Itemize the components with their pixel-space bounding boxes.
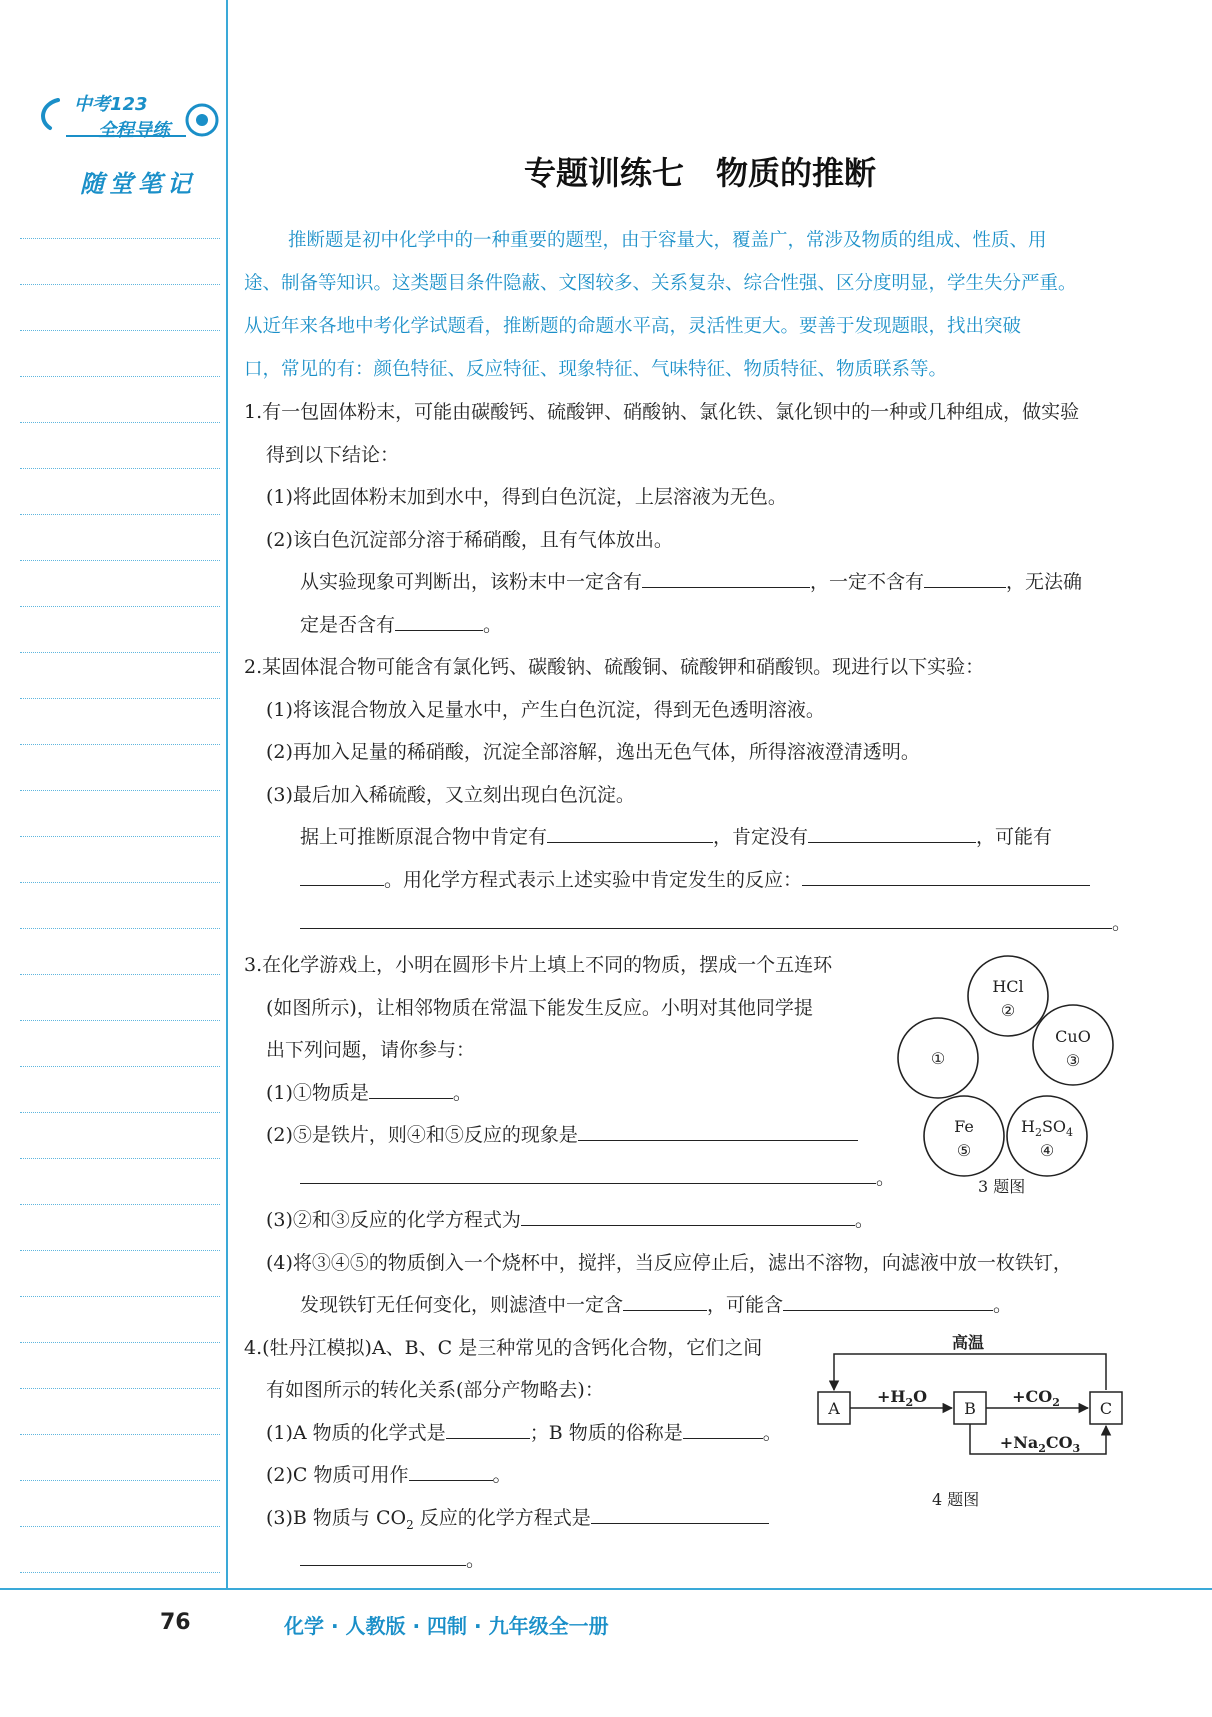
q3-blank-equation[interactable] xyxy=(521,1205,855,1226)
q1-prompt: 。 xyxy=(483,614,503,636)
note-line xyxy=(20,606,220,607)
q4-prompt: (1)A 物质的化学式是 xyxy=(266,1422,446,1444)
q4-prompt: 反应的化学方程式是 xyxy=(413,1507,591,1529)
note-line xyxy=(20,652,220,653)
note-line xyxy=(20,468,220,469)
q4-sub-2 xyxy=(266,1460,512,1487)
q3-prompt: (1)①物质是 xyxy=(266,1082,369,1104)
q2-answer-line xyxy=(300,822,1052,849)
note-line xyxy=(20,330,220,331)
q3-blank-residue-certain[interactable] xyxy=(623,1290,707,1311)
q2-step-1: (1)将该混合物放入足量水中，产生白色沉淀，得到无色透明溶液。 xyxy=(266,699,825,721)
q4-prompt: 。 xyxy=(492,1464,512,1486)
ring-2 xyxy=(968,956,1048,1036)
note-line xyxy=(20,422,220,423)
note-line xyxy=(20,1204,220,1205)
intro-line: 途、制备等知识。这类题目条件隐蔽、文图较多、关系复杂、综合性强、区分度明显，学生失分严重。 xyxy=(244,273,1077,294)
footer-divider-line xyxy=(0,1588,1212,1590)
box-c-label: C xyxy=(1099,1399,1113,1418)
q4-sub-1 xyxy=(266,1418,782,1445)
arrow-c-to-a xyxy=(834,1354,1106,1390)
note-line xyxy=(20,1066,220,1067)
brand-logo-line1: 中考123 xyxy=(74,94,148,115)
q4-stem-cont: 有如图所示的转化关系(部分产物略去)： xyxy=(266,1379,604,1401)
q2-prompt: 。 xyxy=(1112,912,1132,934)
q3-stem-cont: 出下列问题，请你参与： xyxy=(266,1039,476,1061)
q1-prompt: 从实验现象可判断出，该粉末中一定含有 xyxy=(300,571,643,593)
q4-prompt: 。 xyxy=(762,1422,782,1444)
q4-blank-a-formula[interactable] xyxy=(446,1418,530,1439)
brand-logo xyxy=(36,86,224,148)
q3-sub-2-cont xyxy=(300,1163,895,1190)
q3-sub-4: (4)将③④⑤的物质倒入一个烧杯中，搅拌，当反应停止后，滤出不溶物，向滤液中放一枚铁钉， xyxy=(266,1252,1072,1274)
note-line xyxy=(20,698,220,699)
q4-blank-equation-cont[interactable] xyxy=(300,1545,466,1566)
note-line xyxy=(20,974,220,975)
q4-blank-b-common-name[interactable] xyxy=(683,1418,763,1439)
intro-line: 推断题是初中化学中的一种重要的题型，由于容量大，覆盖广，常涉及物质的组成、性质、用 xyxy=(288,230,1047,251)
q3-prompt: 。 xyxy=(854,1209,874,1231)
ring-4-label: $H_2SO_4$ xyxy=(1020,1117,1074,1139)
q1-prompt: ，无法确 xyxy=(1006,571,1083,593)
q2-stem: 2.某固体混合物可能含有氯化钙、碳酸钠、硫酸铜、硫酸钾和硝酸钡。现进行以下实验： xyxy=(244,656,985,678)
box-b-label: B xyxy=(964,1399,976,1418)
q2-prompt: ，肯定没有 xyxy=(713,826,809,848)
note-line xyxy=(20,1526,220,1527)
q2-prompt: 据上可推断原混合物中肯定有 xyxy=(300,826,548,848)
q3-blank-phenomenon-cont[interactable] xyxy=(300,1163,876,1184)
q3-prompt: ，可能含 xyxy=(707,1294,784,1316)
q1-answer-line-2 xyxy=(300,610,502,637)
q4-prompt: (2)C 物质可用作 xyxy=(266,1464,409,1486)
note-line xyxy=(20,928,220,929)
margin-divider-line xyxy=(226,0,228,1590)
q4-stem: 4.(牡丹江模拟)A、B、C 是三种常见的含钙化合物，它们之间 xyxy=(244,1337,763,1359)
q3-prompt: 。 xyxy=(993,1294,1013,1316)
arrow-bottom-label: $+Na_2CO_3$ xyxy=(999,1433,1081,1455)
q2-step-2: (2)再加入足量的稀硝酸，沉淀全部溶解，逸出无色气体，所得溶液澄清透明。 xyxy=(266,741,920,763)
q4-blank-equation[interactable] xyxy=(591,1503,769,1524)
q3-sub-1 xyxy=(266,1078,472,1105)
q2-blank-definitely-not[interactable] xyxy=(808,822,976,843)
note-line xyxy=(20,882,220,883)
q3-stem: 3.在化学游戏上，小明在圆形卡片上填上不同的物质，摆成一个五连环 xyxy=(244,954,833,976)
q3-prompt: 。 xyxy=(452,1082,472,1104)
ring-5 xyxy=(924,1096,1004,1176)
ring-5-label: Fe xyxy=(954,1117,974,1136)
page-title: 专题训练七 物质的推断 xyxy=(523,154,876,192)
q2-step-3: (3)最后加入稀硫酸，又立刻出现白色沉淀。 xyxy=(266,784,635,806)
intro-line: 从近年来各地中考化学试题看，推断题的命题水平高，灵活性更大。要善于发现题眼，找出突破 xyxy=(244,316,1022,337)
q3-blank-phenomenon[interactable] xyxy=(578,1120,858,1141)
q2-prompt: 。用化学方程式表示上述实验中肯定发生的反应： xyxy=(384,869,803,891)
q4-blank-c-use[interactable] xyxy=(409,1460,493,1481)
notes-heading: 随堂笔记 xyxy=(80,170,196,198)
note-line xyxy=(20,1480,220,1481)
q2-answer-line-3 xyxy=(300,908,1131,935)
q1-prompt: ，一定不含有 xyxy=(810,571,925,593)
brand-logo-line2: 全程导练 xyxy=(98,120,170,141)
q4-prompt: (3)B 物质与 CO xyxy=(266,1507,407,1529)
intro-line: 口，常见的有：颜色特征、反应特征、现象特征、气味特征、物质特征、物质联系等。 xyxy=(244,359,948,380)
ring-3-number: ③ xyxy=(1065,1051,1081,1070)
q3-five-ring-figure xyxy=(895,950,1135,1180)
q4-prompt-subscript: 2 xyxy=(406,1517,414,1532)
note-line xyxy=(20,1296,220,1297)
note-line xyxy=(20,514,220,515)
q4-sub-3-cont xyxy=(300,1545,485,1572)
q4-prompt: ；B 物质的俗称是 xyxy=(529,1422,683,1444)
q1-blank-must-contain[interactable] xyxy=(642,567,810,588)
ring-4-number: ④ xyxy=(1039,1141,1055,1160)
q3-blank-residue-possible[interactable] xyxy=(783,1290,993,1311)
q3-sub-2 xyxy=(266,1120,858,1147)
q2-blank-equation[interactable] xyxy=(802,865,1090,886)
q3-prompt: 。 xyxy=(876,1167,896,1189)
q3-figure-caption: 3 题图 xyxy=(978,1177,1026,1196)
q1-blank-uncertain[interactable] xyxy=(395,610,483,631)
diagram-high-temp-label: 高温 xyxy=(951,1333,985,1352)
q4-figure-caption: 4 题图 xyxy=(932,1490,980,1509)
note-line xyxy=(20,790,220,791)
arrow-b-c-label: $+CO_2$ xyxy=(1012,1387,1060,1409)
q4-prompt: 。 xyxy=(466,1549,486,1571)
ring-3-label: CuO xyxy=(1055,1027,1091,1046)
q3-blank-substance-1[interactable] xyxy=(369,1078,453,1099)
q1-stem: 1.有一包固体粉末，可能由碳酸钙、硫酸钾、硝酸钠、氯化铁、氯化钡中的一种或几种组成，做实验 xyxy=(244,401,1080,423)
q2-blank-definitely-has[interactable] xyxy=(547,822,713,843)
page-number: 76 xyxy=(160,1610,191,1635)
note-line xyxy=(20,1388,220,1389)
q2-prompt: ，可能有 xyxy=(976,826,1053,848)
ring-1-number: ① xyxy=(930,1049,946,1068)
q4-sub-3 xyxy=(266,1503,769,1532)
q4-conversion-diagram xyxy=(810,1330,1130,1470)
q1-prompt: 定是否含有 xyxy=(300,614,396,636)
note-line xyxy=(20,376,220,377)
note-line xyxy=(20,284,220,285)
q2-answer-line-2 xyxy=(300,865,1090,892)
box-a-label: A xyxy=(828,1399,840,1418)
note-line xyxy=(20,1572,220,1573)
q2-blank-equation-cont[interactable] xyxy=(300,908,1112,929)
ring-2-label: HCl xyxy=(992,977,1024,996)
ring-2-number: ② xyxy=(1000,1001,1016,1020)
ring-5-number: ⑤ xyxy=(956,1141,972,1160)
q3-prompt: 发现铁钉无任何变化，则滤渣中一定含 xyxy=(300,1294,624,1316)
note-line xyxy=(20,238,220,239)
q2-blank-maybe[interactable] xyxy=(300,865,384,886)
q1-blank-must-not-contain[interactable] xyxy=(924,567,1006,588)
q1-condition-2: (2)该白色沉淀部分溶于稀硝酸，且有气体放出。 xyxy=(266,529,673,551)
note-line xyxy=(20,1250,220,1251)
q3-sub-4-cont xyxy=(300,1290,1012,1317)
book-title-footer: 化学 · 人教版 · 四制 · 九年级全一册 xyxy=(284,1614,609,1638)
q3-stem-cont: (如图所示)，让相邻物质在常温下能发生反应。小明对其他同学提 xyxy=(266,997,813,1019)
note-line xyxy=(20,1434,220,1435)
note-line xyxy=(20,836,220,837)
q3-prompt: (2)⑤是铁片，则④和⑤反应的现象是 xyxy=(266,1124,578,1146)
q1-answer-line xyxy=(300,567,1082,594)
note-line xyxy=(20,1112,220,1113)
q3-prompt: (3)②和③反应的化学方程式为 xyxy=(266,1209,521,1231)
note-line xyxy=(20,1342,220,1343)
q1-condition-1: (1)将此固体粉末加到水中，得到白色沉淀，上层溶液为无色。 xyxy=(266,486,787,508)
q1-stem-cont: 得到以下结论： xyxy=(266,444,400,466)
q3-sub-3 xyxy=(266,1205,874,1232)
note-line xyxy=(20,560,220,561)
note-line xyxy=(20,1020,220,1021)
note-line xyxy=(20,1158,220,1159)
arrow-a-b-label: $+H_2O$ xyxy=(876,1387,928,1409)
ring-4 xyxy=(1007,1096,1087,1176)
note-line xyxy=(20,744,220,745)
